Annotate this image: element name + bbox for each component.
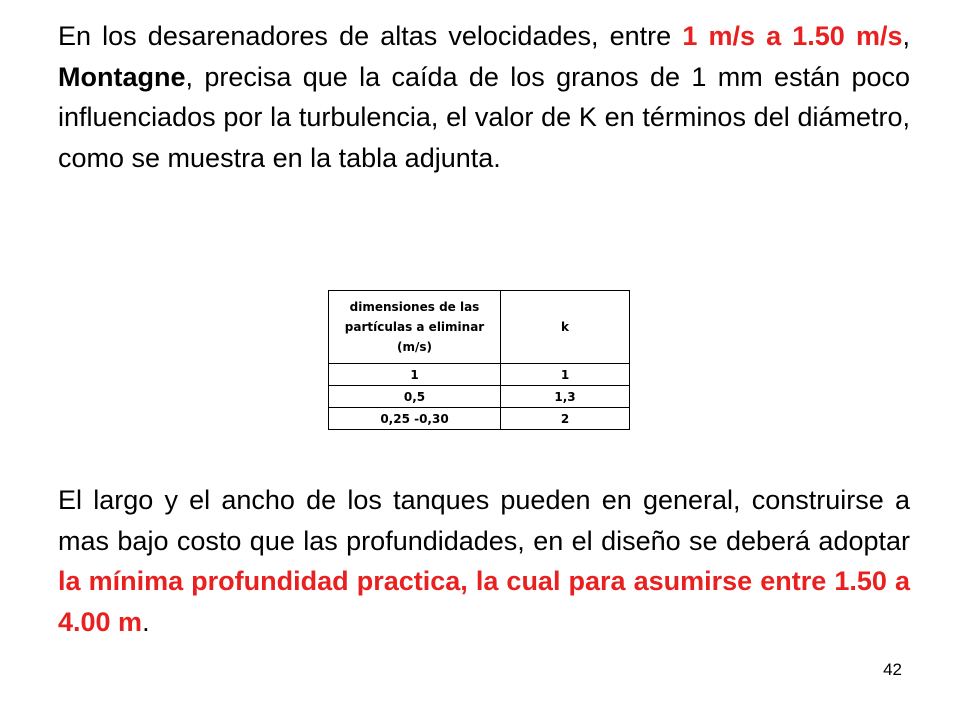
k-values-table: [328, 290, 630, 430]
header-particle-size: dimensiones de las partículas a eliminar (m/s): [329, 291, 501, 364]
p1-text-3: , precisa que la caída de los granos de 1 mm están poco influenciados por la turbulencia, el valor de K en términos del diámetro, como se muestra en la tabla adjunta.: [58, 61, 910, 173]
p1-author-name: Montagne: [58, 61, 186, 92]
table-header-row: [329, 291, 630, 364]
cell-k: 1,3: [501, 386, 630, 408]
header-k: k: [501, 291, 630, 364]
p2-depth-highlight: la mínima profundidad practica, la cual para asumirse entre 1.50 a 4.00 m: [58, 566, 910, 637]
p1-text-2: ,: [902, 21, 910, 51]
cell-size: 1: [329, 364, 501, 386]
p1-velocity-range: 1 m/s a 1.50 m/s: [682, 21, 903, 51]
cell-size: 0,25 -0,30: [329, 408, 501, 430]
paragraph-montagne: [58, 16, 910, 178]
table-row: [329, 386, 630, 408]
p2-text-2: .: [142, 606, 150, 637]
paragraph-tank-dimensions: [58, 480, 910, 642]
table-row: [329, 408, 630, 430]
p1-text-1: En los desarenadores de altas velocidades, entre: [58, 21, 683, 51]
cell-size: 0,5: [329, 386, 501, 408]
p2-text-1: El largo y el ancho de los tanques pueden en general, construirse a mas bajo costo que las profundidades, en el diseño se deberá adoptar: [58, 485, 910, 556]
page-number: 42: [883, 660, 902, 679]
table-row: [329, 364, 630, 386]
cell-k: 2: [501, 408, 630, 430]
cell-k: 1: [501, 364, 630, 386]
